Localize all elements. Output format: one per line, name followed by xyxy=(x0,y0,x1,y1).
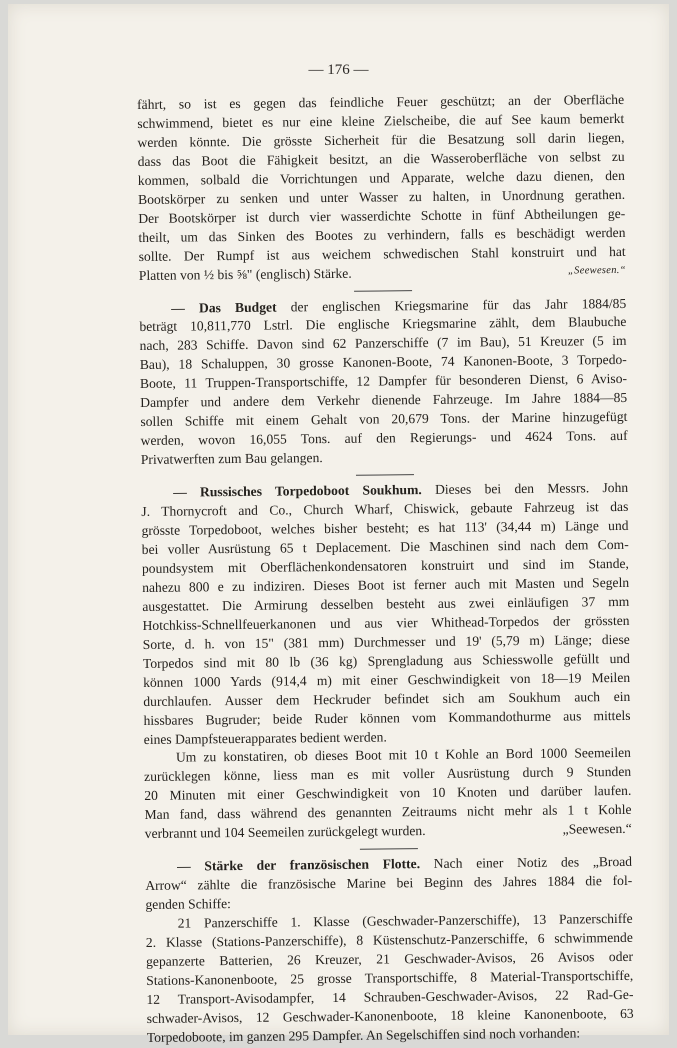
paragraph-line: 12 Transport-Avisodampfer, 14 Schrauben-Geschwader-Avisos, 22 Rad-Ge- xyxy=(146,986,634,1007)
section-divider xyxy=(359,848,417,850)
paragraph-line: sollen Schiffe mit einem Gehalt von 20,679 Tons. der Marine hinzugefügt xyxy=(140,409,628,430)
paragraph-line: Um zu konstatiren, ob dieses Boot mit 10 t Kohle an Bord 1000 Seemeilen xyxy=(175,745,631,766)
paragraph-torpedo-trial xyxy=(144,744,632,825)
line-text: Nach einer Notiz des „Broad xyxy=(419,854,633,872)
paragraph-line: Bau), 18 Schaluppen, 30 grosse Kanonen-Boote, 74 Kanonen-Boote, 3 Torpedo- xyxy=(139,352,627,373)
paragraph-line: grösste Torpedoboot, welches bisher besteht; es hat 113' (34,44 m) Länge und xyxy=(141,517,629,538)
paragraph-line: Torpedoboote, im ganzen 295 Dampfer. An Segelschiffen sind noch vorhanden: xyxy=(146,1025,581,1045)
section-divider xyxy=(355,474,413,476)
section-divider xyxy=(354,290,412,292)
paragraph-french-ship-list xyxy=(146,910,634,1048)
paragraph-line xyxy=(145,820,632,844)
paragraph-line: Boote, 11 Truppen-Transportschiffe, 12 Dampfer für besonderen Dienst, 6 Aviso- xyxy=(139,371,628,392)
paragraph-line: werden, wovon 16,055 Tons. auf den Regierungs- und 4624 Tons. auf xyxy=(140,428,628,449)
paragraph-line: Hotchkiss-Schnellfeuerkanonen und aus vier Whithead-Torpedos der grössten xyxy=(142,612,630,633)
paragraph-line: zurücklegen könne, liess man es mit voller Ausrüstung durch 9 Stunden xyxy=(144,764,632,785)
paragraph-line: kommen, solbald die Vorrichtungen und Apparate, welche dazu dienen, den xyxy=(137,167,625,188)
paragraph-line: poundsystem mit Oberflächenkondensatoren konstruirt und sind im Stande, xyxy=(141,555,629,576)
paragraph-line: 21 Panzerschiffe 1. Klasse (Geschwader-Panzerschiffe), 13 Panzerschiffe xyxy=(177,910,633,931)
paragraph-line: sollte. Der Rumpf ist aus weichem schwedischen Stahl konstruirt und hat xyxy=(138,243,626,264)
line-text: der englischen Kriegsmarine für das Jahr 1884/85 xyxy=(276,295,627,315)
page-number: — 176 — xyxy=(308,62,369,78)
paragraph-line: bei voller Ausrüstung 65 t Deplacement. Die Maschinen sind nach dem Com- xyxy=(141,536,629,557)
paragraph-budget xyxy=(139,313,627,451)
section-heading-budget: — Das Budget xyxy=(171,299,277,316)
paragraph-line: schwimmend, bietet es nur eine kleine Zielscheibe, die auf See kaum bemerkt xyxy=(137,110,625,131)
source-citation: „Seewesen.“ xyxy=(562,821,632,837)
paragraph-line: Privatwerften zum Bau gelangen. xyxy=(140,450,323,468)
paragraph-line: dass das Boot die Fähigkeit besitzt, an die Wasseroberfläche von selbst zu xyxy=(137,148,625,169)
paragraph-line: hissbares Bugruder; beide Ruder können vom Kommandothurme aus mittels xyxy=(143,707,631,728)
paragraph-line: Dampfer und andere dem Verkehr dienende Fahrzeuge. Im Jahre 1884—85 xyxy=(140,390,628,411)
paragraph-line: Der Bootskörper ist durch vier wasserdichte Schotte in fünf Abtheilungen ge- xyxy=(138,205,626,226)
paragraph-line: durchlaufen. Ausser dem Heckruder befindet sich am Soukhum auch ein xyxy=(143,688,631,709)
paragraph-submarine-continued xyxy=(137,91,626,267)
paragraph-line: werden könnte. Die grösste Sicherheit für die Besatzung soll darin liegen, xyxy=(137,129,625,150)
paragraph-line: Stations-Kanonenboote, 25 grosse Transportschiffe, 8 Material-Transportschiffe, xyxy=(146,967,634,988)
paragraph-line: J. Thornycroft and Co., Church Wharf, Chiswick, gebaute Fahrzeug ist das xyxy=(141,498,629,520)
section-heading-torpedo-boat: — Russisches Torpedoboot Soukhum. xyxy=(173,482,422,500)
paragraph-line: beträgt 10,811,770 Lstrl. Die englische Kriegsmarine zählt, dem Blaubuche xyxy=(139,314,627,335)
paragraph-line: 2. Klasse (Stations-Panzerschiffe), 8 Küstenschutz-Panzerschiffe, 6 schwimmende xyxy=(145,929,633,950)
line-text: Platten von ½ bis ⅝" (englisch) Stärke. xyxy=(138,265,352,283)
paragraph-line: Sorte, d. h. von 15" (381 mm) Durchmesser und 19' (5,79 m) Länge; diese xyxy=(142,631,630,652)
paragraph-torpedo-boat xyxy=(141,498,630,731)
line-text: Dieses bei den Messrs. John xyxy=(421,479,629,498)
paragraph-line: nahezu 800 e zu indiziren. Dieses Boot ist ferner auch mit Masten und Segeln xyxy=(142,574,630,595)
paragraph-line: genden Schiffe: xyxy=(145,896,231,913)
paragraph-line: eines Dampfsteuerapparates bedient werden. xyxy=(143,728,387,747)
page-body xyxy=(137,91,634,1048)
paragraph-line: fährt, so ist es gegen das feindliche Feuer geschützt; an der Oberfläche xyxy=(137,91,625,112)
paragraph-line: gepanzerte Batterien, 26 Kreuzer, 21 Geschwader-Avisos, 26 Avisos oder xyxy=(145,948,634,969)
paragraph-line: Bootskörper zu senken und unter Wasser zu halten, in Unordnung gerathen. xyxy=(138,186,626,207)
paragraph-line: Man fand, dass während des genannten Zeitraums nicht mehr als 1 t Kohle xyxy=(144,802,632,823)
paragraph-line: 20 Minuten mit einer Geschwindigkeit von 10 Knoten und darüber laufen. xyxy=(144,783,632,804)
section-heading-french-fleet: — Stärke der französischen Flotte. xyxy=(176,856,421,874)
paragraph-line: Arrow“ zählte die französische Marine bei Beginn des Jahres 1884 die fol- xyxy=(145,873,633,894)
paragraph-line: schwader-Avisos, 12 Geschwader-Kanonenboote, 18 kleine Kanonenboote, 63 xyxy=(146,1005,634,1026)
paragraph-line: können 1000 Yards (914,4 m) mit einer Geschwindigkeit von 18—19 Meilen xyxy=(143,669,631,690)
paragraph-line: ausgestattet. Die Armirung desselben besteht aus zwei einläufigen 37 mm xyxy=(142,593,630,614)
paragraph-line: theilt, um das Sinken des Bootes zu verhindern, falls es beschädigt werden xyxy=(138,224,626,245)
source-citation: „Seewesen.“ xyxy=(567,264,626,277)
line-text: verbrannt und 104 Seemeilen zurückgelegt wurden. xyxy=(144,823,426,842)
paragraph-line: nach, 283 Schiffe. Davon sind 62 Panzerschiffe (7 im Bau), 51 Kreuzer (5 im xyxy=(139,333,627,354)
paragraph-line: Torpedos sind mit 80 lb (36 kg) Sprengladung aus Schiesswolle gefüllt und xyxy=(142,650,630,671)
